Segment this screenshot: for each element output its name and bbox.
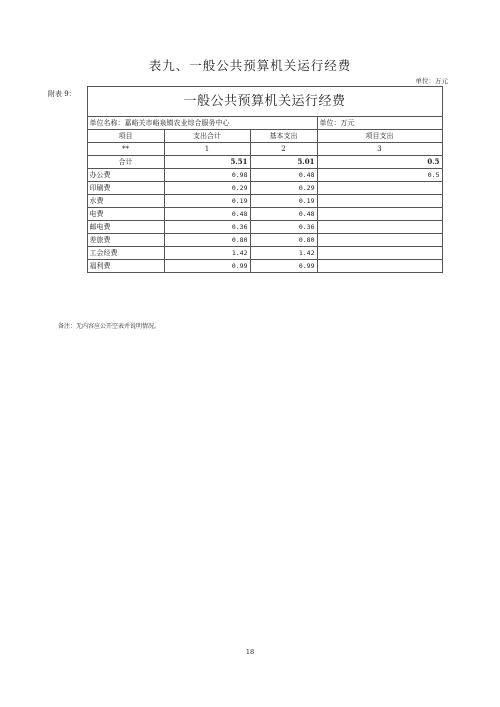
left-margin-cell: [46, 130, 87, 143]
value-cell: 0.99: [164, 260, 250, 273]
left-margin-cell: [46, 234, 87, 247]
header-cell: 项目支出: [317, 130, 442, 143]
value-cell: 1.42: [250, 247, 317, 260]
left-margin-cell: [46, 195, 87, 208]
left-margin-cell: [46, 208, 87, 221]
table-row: [46, 234, 442, 247]
value-cell: 0.98: [164, 169, 250, 182]
total-label: 合计: [87, 156, 164, 169]
item-name: 福利费: [87, 260, 164, 273]
value-cell: 0.5: [317, 169, 442, 182]
value-cell: [317, 208, 442, 221]
left-margin-cell: [46, 247, 87, 260]
table-row: [46, 221, 442, 234]
table-title-row: [46, 87, 442, 117]
value-cell: 0.48: [250, 169, 317, 182]
table-row: [46, 260, 442, 273]
index-cell: **: [87, 143, 164, 156]
unit-label-top: 单位：万元: [415, 77, 448, 85]
value-cell: 1.42: [164, 247, 250, 260]
total-cell: 5.01: [250, 156, 317, 169]
value-cell: 0.80: [164, 234, 250, 247]
value-cell: 0.36: [164, 221, 250, 234]
total-row: [46, 156, 442, 169]
item-name: 差旅费: [87, 234, 164, 247]
value-cell: 0.48: [250, 208, 317, 221]
left-margin-cell: [46, 182, 87, 195]
index-cell: 2: [250, 143, 317, 156]
value-cell: 0.80: [250, 234, 317, 247]
item-name: 办公费: [87, 169, 164, 182]
value-cell: [317, 260, 442, 273]
value-cell: 0.48: [164, 208, 250, 221]
header-cell: 项目: [87, 130, 164, 143]
index-cell: 3: [317, 143, 442, 156]
page-number: 18: [245, 648, 255, 656]
value-cell: [317, 182, 442, 195]
table-title: 一般公共预算机关运行经费: [87, 87, 442, 117]
value-cell: 0.19: [164, 195, 250, 208]
left-margin-cell: [46, 143, 87, 156]
table-row: [46, 208, 442, 221]
value-cell: 0.29: [250, 182, 317, 195]
table-row: [46, 247, 442, 260]
unit-name: 单位名称：嘉峪关市峪泉镇农业综合服务中心: [87, 117, 317, 130]
total-cell: 5.51: [164, 156, 250, 169]
unit-info-row: [46, 117, 442, 130]
value-cell: [317, 247, 442, 260]
table-row: [46, 169, 442, 182]
unit-label: 单位：万元: [317, 117, 442, 130]
value-cell: 0.19: [250, 195, 317, 208]
header-cell: 支出合计: [164, 130, 250, 143]
left-margin-cell: [46, 221, 87, 234]
index-cell: 1: [164, 143, 250, 156]
item-name: 工会经费: [87, 247, 164, 260]
left-margin-cell: [46, 169, 87, 182]
table-row: [46, 195, 442, 208]
budget-table: [46, 86, 443, 273]
index-row: [46, 143, 442, 156]
item-name: 水费: [87, 195, 164, 208]
header-cell: 基本支出: [250, 130, 317, 143]
item-name: 电费: [87, 208, 164, 221]
value-cell: 0.99: [250, 260, 317, 273]
value-cell: [317, 221, 442, 234]
item-name: 印刷费: [87, 182, 164, 195]
left-margin-cell: [46, 260, 87, 273]
document-title: 表九、一般公共预算机关运行经费: [148, 58, 352, 73]
value-cell: 0.36: [250, 221, 317, 234]
footnote: 备注：无内容应公开空表并说明情况。: [58, 323, 161, 330]
left-margin-cell: [46, 156, 87, 169]
table-row: [46, 182, 442, 195]
value-cell: [317, 195, 442, 208]
value-cell: 0.29: [164, 182, 250, 195]
item-name: 邮电费: [87, 221, 164, 234]
value-cell: [317, 234, 442, 247]
header-row: [46, 130, 442, 143]
total-cell: 0.5: [317, 156, 442, 169]
annex-label: 附表 9：: [46, 87, 87, 130]
